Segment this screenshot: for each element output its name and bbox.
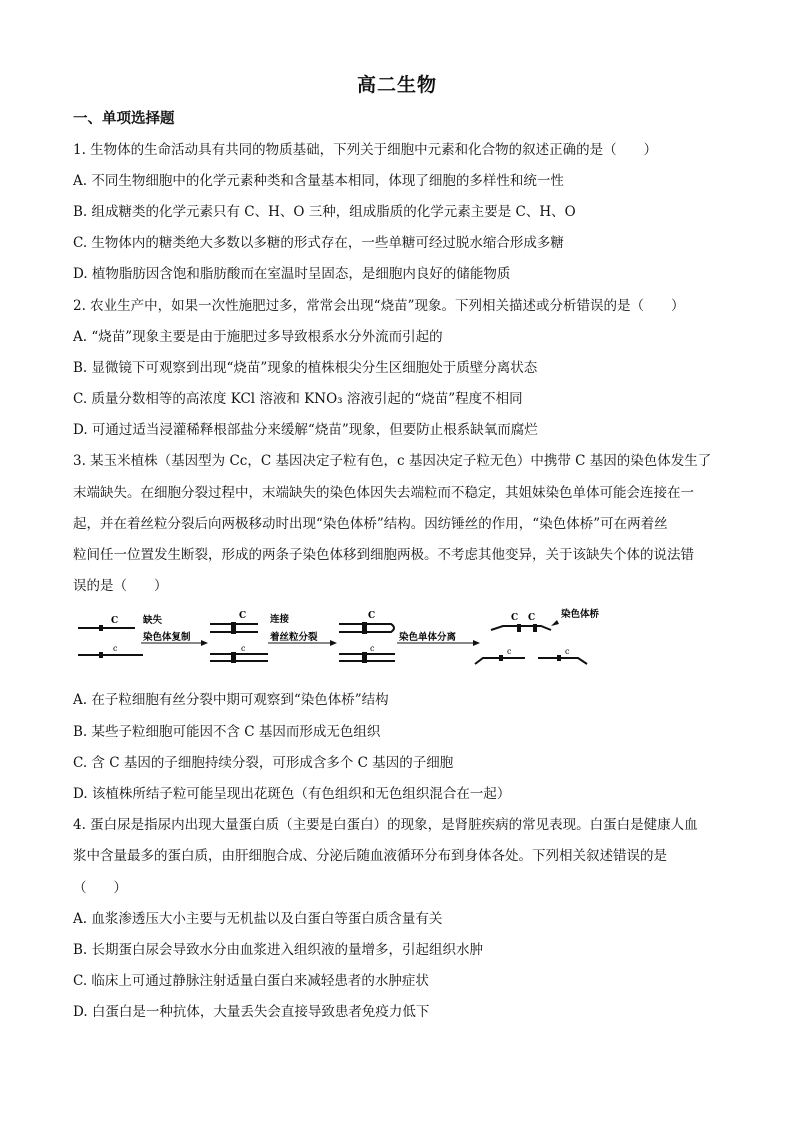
question-4-stem-line-1: 4. 蛋白尿是指尿内出现大量蛋白质（主要是白蛋白）的现象，是肾脏疾病的常见表现。白蛋白是健康人血: [73, 817, 698, 833]
question-3-stem-line-4: 粒间任一位置发生断裂，形成的两条子染色体移到细胞两极。不考虑其他变异，关于该缺失个体的说法错: [73, 547, 694, 563]
question-1-option-b: B. 组成糖类的化学元素只有 C、H、O 三种，组成脂质的化学元素主要是 C、H、O: [73, 204, 576, 220]
label-missing: 缺失: [143, 615, 163, 626]
question-4-stem-line-3: （ ）: [73, 880, 127, 896]
question-2-stem: 2. 农业生产中，如果一次性施肥过多，常常会出现“烧苗”现象。下列相关描述或分析错误的是（ ）: [73, 298, 685, 314]
question-4-option-b: B. 长期蛋白尿会导致水分由血浆进入组织液的量增多，引起组织水肿: [73, 942, 484, 958]
page-title: 高二生物: [356, 74, 437, 96]
question-3-stem-line-3: 起，并在着丝粒分裂后向两极移动时出现“染色体桥”结构。因纺锤丝的作用，“染色体桥”可在两着丝: [73, 516, 668, 532]
stage-bridge: [475, 608, 600, 664]
gene-C-label: C: [111, 616, 119, 626]
label-replicate: 染色体复制: [143, 632, 191, 643]
gene-c-label-3: c: [370, 644, 375, 653]
stage-connected: [339, 611, 395, 663]
question-3-option-d: D. 该植株所结子粒可能呈现出花斑色（有色组织和无色组织混合在一起）: [73, 786, 511, 802]
question-3-option-b: B. 某些子粒细胞可能因不含 C 基因而形成无色组织: [73, 724, 381, 740]
question-3-stem-line-1: 3. 某玉米植株（基因型为 Cc，C 基因决定子粒有色，c 基因决定子粒无色）中携带 C 基因的染色体发生了: [73, 453, 712, 469]
label-chromatid-separate: 染色单体分离: [399, 632, 457, 643]
gene-C-label-4b: C: [528, 613, 536, 623]
gene-c-label: c: [113, 644, 118, 653]
question-4-option-c: C. 临床上可通过静脉注射适量白蛋白来减轻患者的水肿症状: [73, 973, 429, 989]
question-3-stem-line-2: 末端缺失。在细胞分裂过程中，末端缺失的染色体因失去端粒而不稳定，其姐妹染色单体可能会连接在一: [73, 485, 694, 501]
question-2-option-a: A. “烧苗”现象主要是由于施肥过多导致根系水分外流而引起的: [73, 329, 443, 345]
gene-C-label-4a: C: [511, 613, 519, 623]
question-4-option-a: A. 血浆渗透压大小主要与无机盐以及白蛋白等蛋白质含量有关: [73, 911, 443, 927]
gene-c-label-4b: c: [565, 647, 570, 656]
gene-C-label-3: C: [368, 611, 376, 621]
question-1-option-d: D. 植物脂肪因含饱和脂肪酸而在室温时呈固态，是细胞内良好的储能物质: [73, 266, 511, 282]
question-1-option-a: A. 不同生物细胞中的化学元素种类和含量基本相同，体现了细胞的多样性和统一性: [73, 173, 564, 189]
question-3-stem-line-5: 误的是（ ）: [73, 578, 168, 594]
question-1-option-c: C. 生物体内的糖类绝大多数以多糖的形式存在，一些单糖可经过脱水缩合形成多糖: [73, 235, 564, 251]
chromosome-bridge-diagram: [73, 606, 723, 672]
question-2-option-d: D. 可通过适当浸灌稀释根部盐分来缓解“烧苗”现象，但要防止根系缺氧而腐烂: [73, 422, 538, 438]
label-connect: 连接: [270, 614, 290, 625]
arrow-replicate: [141, 631, 208, 646]
gene-c-label-4a: c: [507, 647, 512, 656]
arrow-chromatid-separate: [397, 631, 480, 646]
question-3-option-c: C. 含 C 基因的子细胞持续分裂，可形成含多个 C 基因的子细胞: [73, 755, 454, 771]
gene-c-label-2: c: [241, 644, 246, 653]
arrow-centromere-split: [268, 613, 337, 646]
label-centromere-split: 着丝粒分裂: [270, 632, 318, 643]
question-3-option-a: A. 在子粒细胞有丝分裂中期可观察到“染色体桥”结构: [73, 692, 389, 708]
stage-replicated: [210, 611, 268, 663]
question-1-stem: 1. 生物体的生命活动具有共同的物质基础，下列关于细胞中元素和化合物的叙述正确的是（ ）: [73, 142, 658, 158]
question-4-stem-line-2: 浆中含量最多的蛋白质，由肝细胞合成、分泌后随血液循环分布到身体各处。下列相关叙述错误的是: [73, 848, 667, 864]
gene-C-label-2: C: [239, 611, 247, 621]
label-bridge: 染色体桥: [561, 609, 600, 620]
question-2-option-c: C. 质量分数相等的高浓度 KCl 溶液和 KNO₃ 溶液引起的“烧苗”程度不相同: [73, 391, 523, 407]
section-heading: 一、单项选择题: [73, 110, 175, 127]
question-4-option-d: D. 白蛋白是一种抗体，大量丢失会直接导致患者免疫力低下: [73, 1004, 430, 1020]
question-2-option-b: B. 显微镜下可观察到出现“烧苗”现象的植株根尖分生区细胞处于质壁分离状态: [73, 360, 538, 376]
